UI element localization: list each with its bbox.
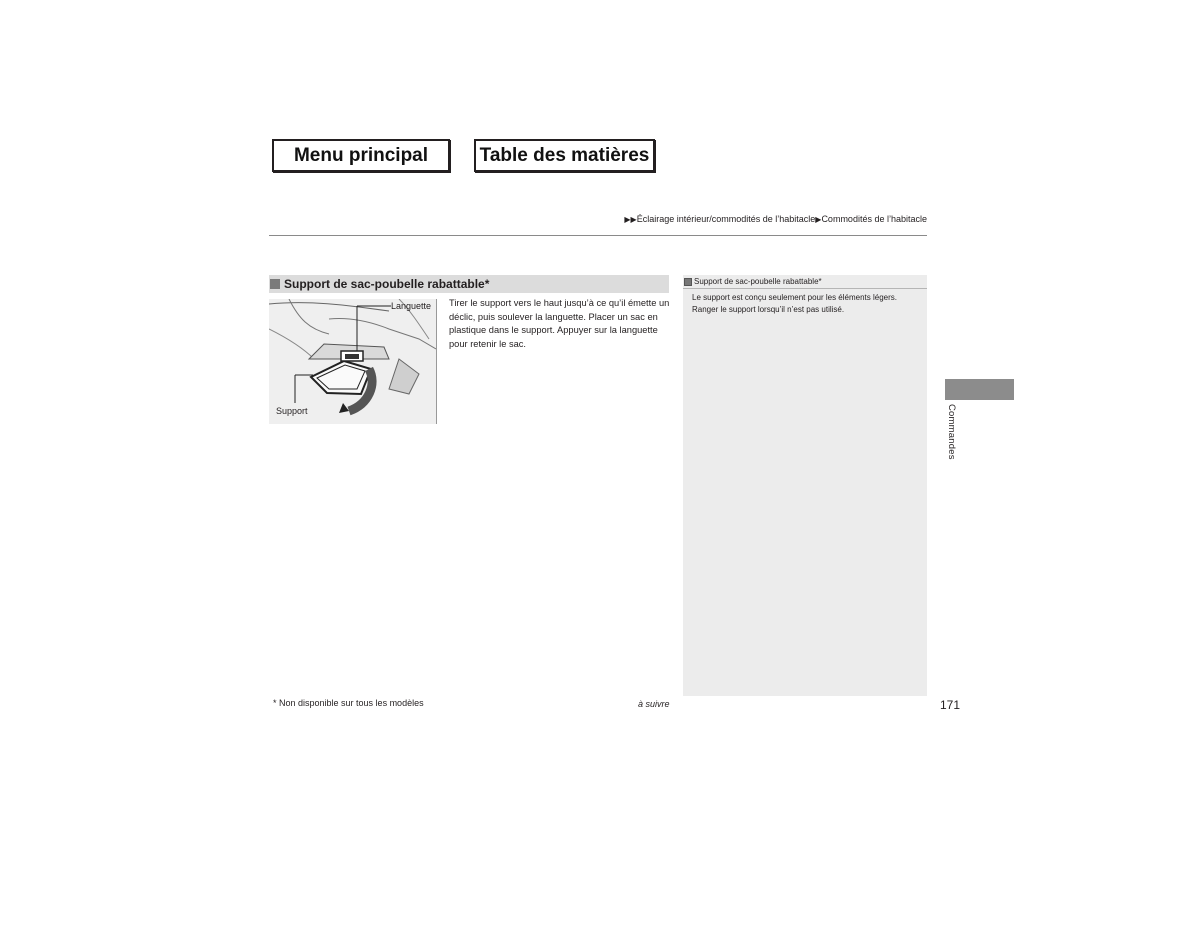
breadcrumb-arrows: ▶▶ [624, 215, 637, 224]
section-body-text: Tirer le support vers le haut jusqu’à ce qu’il émette un déclic, puis soulever la languette. Placer un sac en plastique dans le support. Appuyer sur la languette pour retenir le sac. [449, 298, 670, 349]
breadcrumb-level2[interactable]: Commodités de l’habitacle [821, 214, 927, 224]
bag-holder-illustration [269, 299, 437, 424]
breadcrumb-separator: ▶ [815, 215, 822, 224]
side-note-panel [683, 275, 927, 696]
table-of-contents-button[interactable]: Table des matières [474, 139, 655, 172]
section-header [269, 275, 669, 293]
figure-label-tab: Languette [391, 301, 432, 311]
figure-label-support: Support [276, 406, 308, 416]
section-title: Support de sac-poubelle rabattable [284, 277, 485, 291]
side-note-body [692, 292, 922, 315]
side-note-line: Le support est conçu seulement pour les éléments légers. [692, 293, 898, 302]
breadcrumb [624, 214, 927, 224]
note-reference-icon [684, 278, 692, 286]
chapter-tab-marker [945, 379, 1014, 400]
side-note-asterisk: * [818, 276, 822, 286]
section-asterisk: * [484, 277, 490, 291]
breadcrumb-level1[interactable]: Éclairage intérieur/commodités de l’habitacle [636, 214, 816, 224]
footnote: * Non disponible sur tous les modèles [273, 698, 424, 708]
side-note-title[interactable]: Support de sac-poubelle rabattable [694, 276, 819, 286]
section-square-icon [270, 279, 280, 289]
side-note-line: Ranger le support lorsqu’il n’est pas utilisé. [692, 304, 845, 314]
main-menu-button[interactable]: Menu principal [272, 139, 450, 172]
continued-label: à suivre [638, 699, 670, 709]
chapter-tab-label: Commandes [946, 404, 957, 460]
side-note-header [683, 275, 927, 289]
page-number: 171 [940, 698, 961, 712]
header-divider [269, 235, 927, 236]
